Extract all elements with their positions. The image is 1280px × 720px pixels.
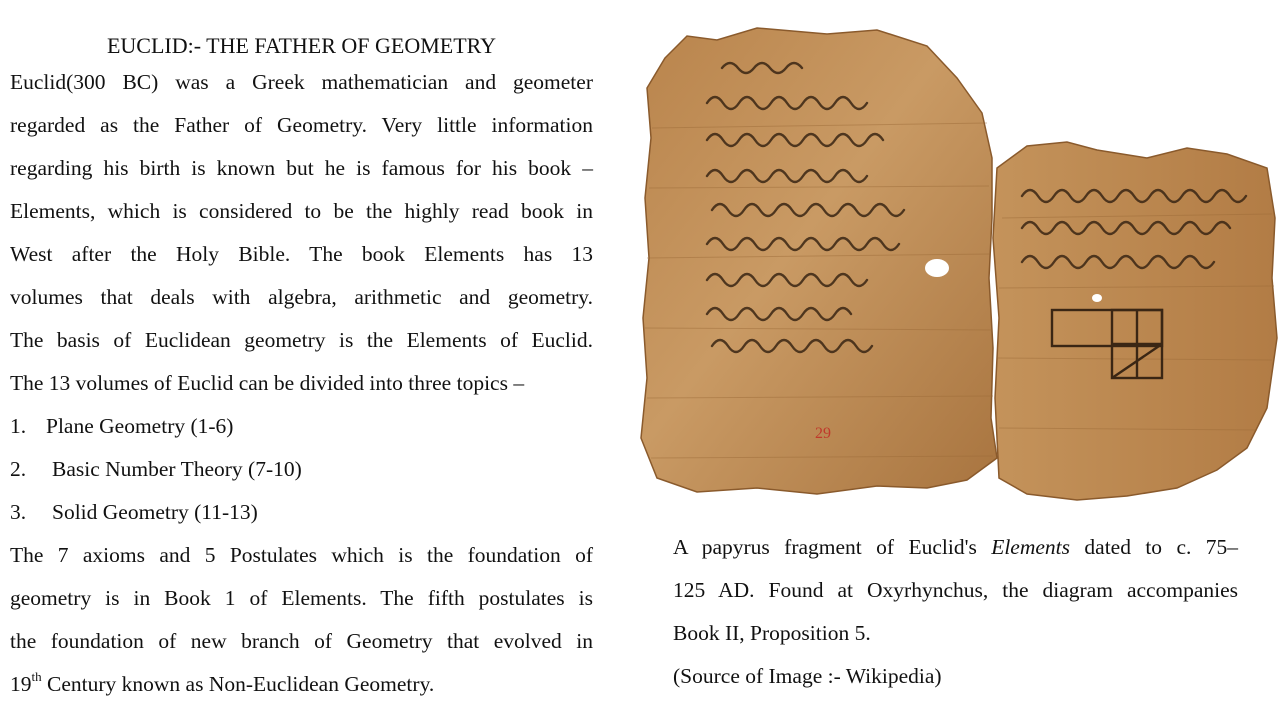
list-text: Plane Geometry (1-6)	[46, 414, 234, 438]
image-source: (Source of Image :- Wikipedia)	[673, 664, 942, 688]
postulate-line: geometry is in Book 1 of Elements. The fifth postulates is	[10, 586, 593, 610]
intro-line: The basis of Euclidean geometry is the Elements of Euclid.	[10, 328, 593, 352]
papyrus-hole	[1092, 294, 1102, 302]
intro-line: Euclid(300 BC) was a Greek mathematician and geometer	[10, 70, 593, 94]
intro-line: The 13 volumes of Euclid can be divided into three topics –	[10, 371, 525, 395]
list-number: 1.	[10, 414, 27, 438]
papyrus-page-number: 29	[815, 425, 831, 442]
century-number: 19	[10, 672, 32, 696]
postulate-line: The 7 axioms and 5 Postulates which is the foundation of	[10, 543, 593, 567]
papyrus-hole	[925, 259, 949, 277]
list-number: 2.	[10, 457, 27, 481]
page-title: EUCLID:- THE FATHER OF GEOMETRY	[106, 33, 497, 58]
list-item-number-theory	[10, 448, 593, 491]
caption-line	[673, 526, 1238, 569]
intro-line: Elements, which is considered to be the highly read book in	[10, 199, 593, 223]
caption-text: dated to c. 75–	[1070, 535, 1238, 559]
century-text: Century known as Non-Euclidean Geometry.	[41, 672, 435, 696]
ordinal-suffix: th	[31, 668, 42, 684]
intro-line: regarded as the Father of Geometry. Very little information	[10, 113, 593, 137]
papyrus-image	[627, 18, 1280, 508]
intro-line: volumes that deals with algebra, arithmetic and geometry.	[10, 285, 593, 309]
intro-line: West after the Holy Bible. The book Elements has 13	[10, 242, 593, 266]
figure-caption	[673, 526, 1238, 698]
list-number: 3.	[10, 500, 27, 524]
text-column	[10, 30, 593, 706]
caption-text: A papyrus fragment of Euclid's	[673, 535, 992, 559]
list-item-plane-geometry	[10, 405, 593, 448]
list-text: Solid Geometry (11-13)	[52, 500, 258, 524]
caption-line: 125 AD. Found at Oxyrhynchus, the diagram accompanies	[673, 578, 1238, 602]
postulate-line: the foundation of new branch of Geometry that evolved in	[10, 629, 593, 653]
list-text: Basic Number Theory (7-10)	[52, 457, 302, 481]
intro-line: regarding his birth is known but he is famous for his book –	[10, 156, 593, 180]
caption-book-title: Elements	[991, 535, 1071, 559]
postulate-last-line	[10, 663, 593, 706]
caption-line: Book II, Proposition 5.	[673, 621, 871, 645]
list-item-solid-geometry	[10, 491, 593, 534]
